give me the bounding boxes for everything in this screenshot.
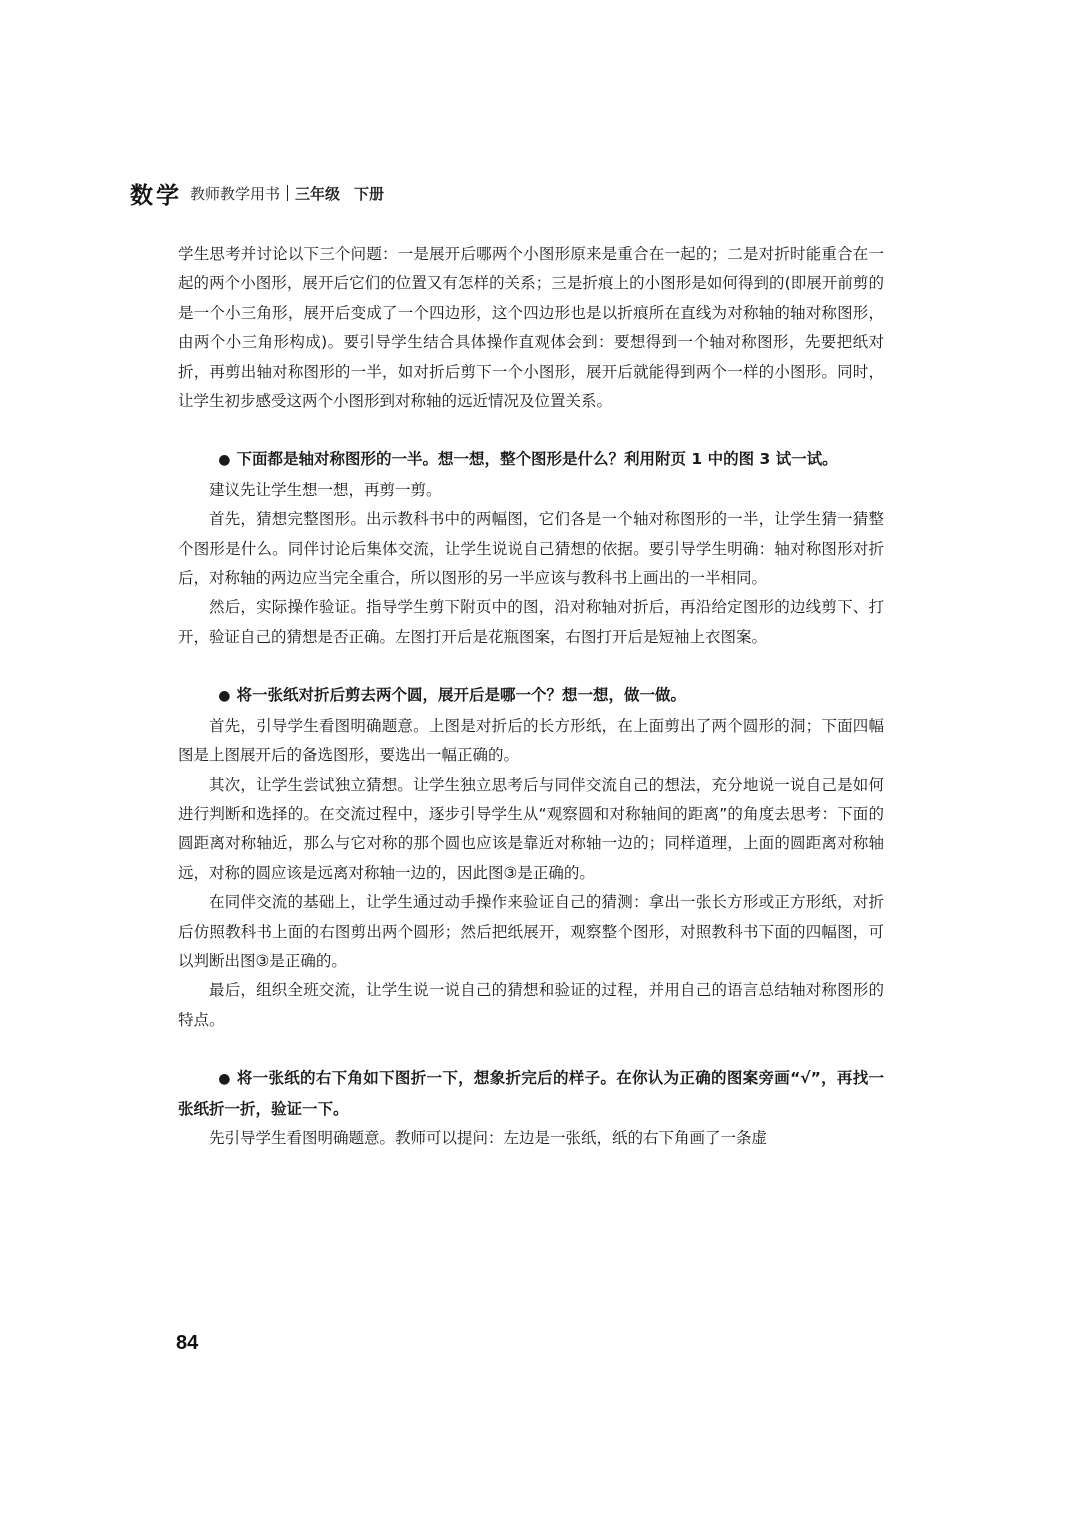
page-number: 84 <box>176 1332 199 1354</box>
task-text: 下面都是轴对称图形的一半。想一想，整个图形是什么？利用附页 1 中的图 3 试一试。 <box>236 450 838 469</box>
task-text: 将一张纸的右下角如下图折一下，想象折完后的样子。在你认为正确的图案旁画“√”，再找一张纸折一折，验证一下。 <box>178 1069 885 1118</box>
body-paragraph: 首先，猜想完整图形。出示教科书中的两幅图，它们各是一个轴对称图形的一半，让学生猜一猜整个图形是什么。同伴讨论后集体交流，让学生说说自己猜想的依据。要引导学生明确：轴对称图形对折后，对称轴的两边应当完全重合，所以图形的另一半应该与教科书上画出的一半相同。 <box>178 510 884 588</box>
bullet-icon: ● <box>218 452 231 469</box>
body-paragraph: 最后，组织全班交流，让学生说一说自己的猜想和验证的过程，并用自己的语言总结轴对称图形的特点。 <box>178 981 884 1029</box>
body-paragraph: 学生思考并讨论以下三个问题：一是展开后哪两个小图形原来是重合在一起的；二是对折时能重合在一起的两个小图形，展开后它们的位置又有怎样的关系；三是折痕上的小图形是如何得到的(即展开前剪的是一个小三角形，展开后变成了一个四边形，这个四边形也是以折痕所在直线为对称轴的轴对称图形，由两个小三角形构成)。要引导学生结合具体操作直观体会到：要想得到一个轴对称图形，先要把纸对折，再剪出轴对称图形的一半，如对折后剪下一个小图形，展开后就能得到两个一样的小图形。同时，让学生初步感受这两个小图形到对称轴的远近情况及位置关系。 <box>178 245 884 411</box>
running-header <box>130 178 384 208</box>
body-paragraph: 其次，让学生尝试独立猜想。让学生独立思考后与同伴交流自己的想法，充分地说一说自己是如何进行判断和选择的。在交流过程中，逐步引导学生从“观察圆和对称轴间的距离”的角度去思考：下面的圆距离对称轴近，那么与它对称的那个圆也应该是靠近对称轴一边的；同样道理，上面的圆距离对称轴远，对称的圆应该是远离对称轴一边的，因此图③是正确的。 <box>178 775 884 882</box>
task-heading <box>178 1064 884 1124</box>
bullet-icon: ● <box>218 1071 231 1088</box>
body-paragraph: 首先，引导学生看图明确题意。上图是对折后的长方形纸，在上面剪出了两个圆形的洞；下面四幅图是上图展开后的备选图形，要选出一幅正确的。 <box>178 716 884 765</box>
header-divider <box>287 185 288 201</box>
body-paragraph: 然后，实际操作验证。指导学生剪下附页中的图，沿对称轴对折后，再沿给定图形的边线剪下、打开，验证自己的猜想是否正确。左图打开后是花瓶图案，右图打开后是短袖上衣图案。 <box>178 598 884 646</box>
subject-title: 数学 <box>130 181 182 209</box>
volume-label: 下册 <box>354 184 385 203</box>
body-paragraph: 建议先让学生想一想，再剪一剪。 <box>209 480 442 499</box>
task-heading <box>178 445 884 475</box>
body-paragraph: 先引导学生看图明确题意。教师可以提问：左边是一张纸，纸的右下角画了一条虚 <box>209 1128 768 1147</box>
page-body <box>178 240 884 1153</box>
task-heading <box>178 681 884 711</box>
bullet-icon: ● <box>218 688 231 705</box>
grade-label: 三年级 <box>295 184 341 203</box>
body-paragraph: 在同伴交流的基础上，让学生通过动手操作来验证自己的猜测：拿出一张长方形或正方形纸，对折后仿照教科书上面的右图剪出两个圆形；然后把纸展开，观察整个图形，对照教科书下面的四幅图，可以判断出图③是正确的。 <box>178 893 884 970</box>
book-title: 教师教学用书 <box>190 184 281 203</box>
task-text: 将一张纸对折后剪去两个圆，展开后是哪一个？想一想，做一做。 <box>236 686 687 705</box>
